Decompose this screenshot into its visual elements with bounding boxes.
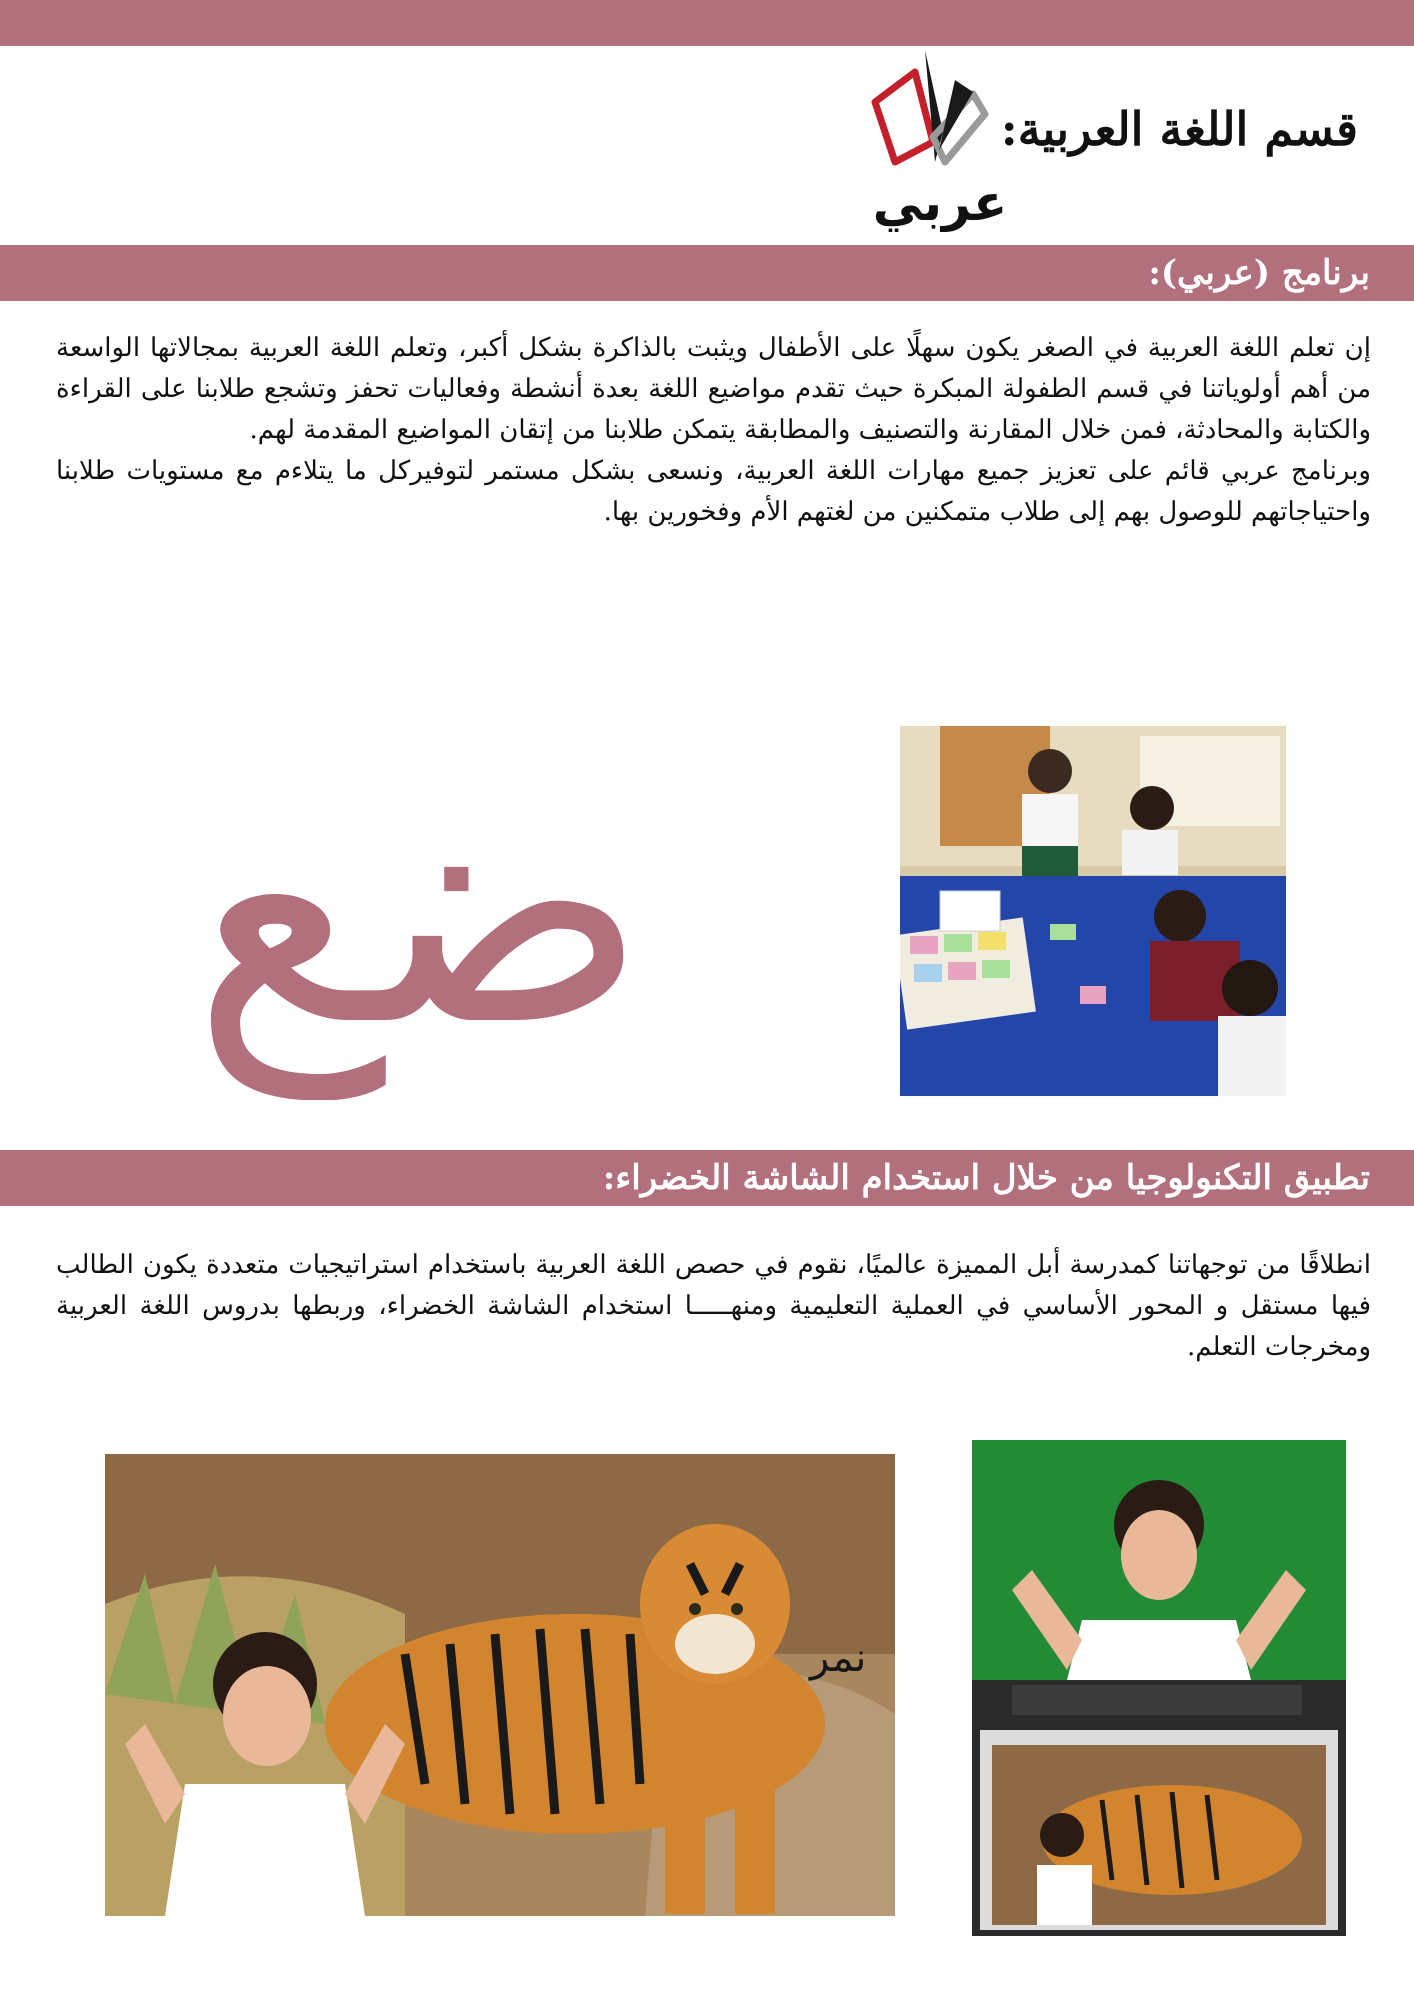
classroom-photo (900, 726, 1286, 1096)
section-heading-technology (0, 1150, 1414, 1206)
program-paragraph-2: وبرنامج عربي قائم على تعزيز جميع مهارات اللغة العربية، ونسعى بشكل مستمر لتوفيركل ما يتلاءم مع مستويات طلابنا واحتياجاتهم للوصول بهم إلى طلاب متمكنين من لغتهم الأم وفخورين بها. (56, 456, 1371, 527)
section-heading-program (0, 245, 1414, 301)
section-heading-text: برنامج (عربي): (1148, 253, 1370, 293)
top-accent-bar (0, 0, 1414, 46)
program-paragraph-1: إن تعلم اللغة العربية في الصغر يكون سهلًا على الأطفال ويثبت بالذاكرة بشكل أكبر، وتعلم اللغة العربية بمجالاتها الواسعة من أهم أولوياتنا في قسم الطفولة المبكرة حيث تقدم مواضيع اللغة بعدة أنشطة وفعاليات تحفز وتشجع طلابنا على القراءة والكتابة والمحادثة، فمن خلال المقارنة والتصنيف والمطابقة يتمكن طلابنا من إتقان المواضيع المقدمة لهم. (56, 333, 1371, 445)
section-heading-text: تطبيق التكنولوجيا من خلال استخدام الشاشة الخضراء: (602, 1158, 1370, 1198)
program-description (56, 328, 1371, 533)
green-screen-photo (972, 1440, 1346, 1936)
tiger-composite-photo (105, 1454, 895, 1916)
technology-paragraph: انطلاقًا من توجهاتنا كمدرسة أبل المميزة عالميًا، نقوم في حصص اللغة العربية باستخدام استراتيجيات متعددة يكون الطالب فيها مستقل و المحور الأساسي في العملية التعليمية ومنهـــــا استخدام الشاشة الخضراء، وربطها بدروس اللغة العربية ومخرجات التعلم. (56, 1250, 1371, 1362)
tiger-word-label: نمر (810, 1635, 867, 1681)
page-title: قسم اللغة العربية: (1000, 102, 1358, 156)
decorative-arabic-letters (190, 720, 650, 1100)
svg-text:ضع: ضع (192, 720, 648, 1098)
svg-text:عربي: عربي (872, 174, 1008, 232)
technology-description (56, 1245, 1371, 1368)
